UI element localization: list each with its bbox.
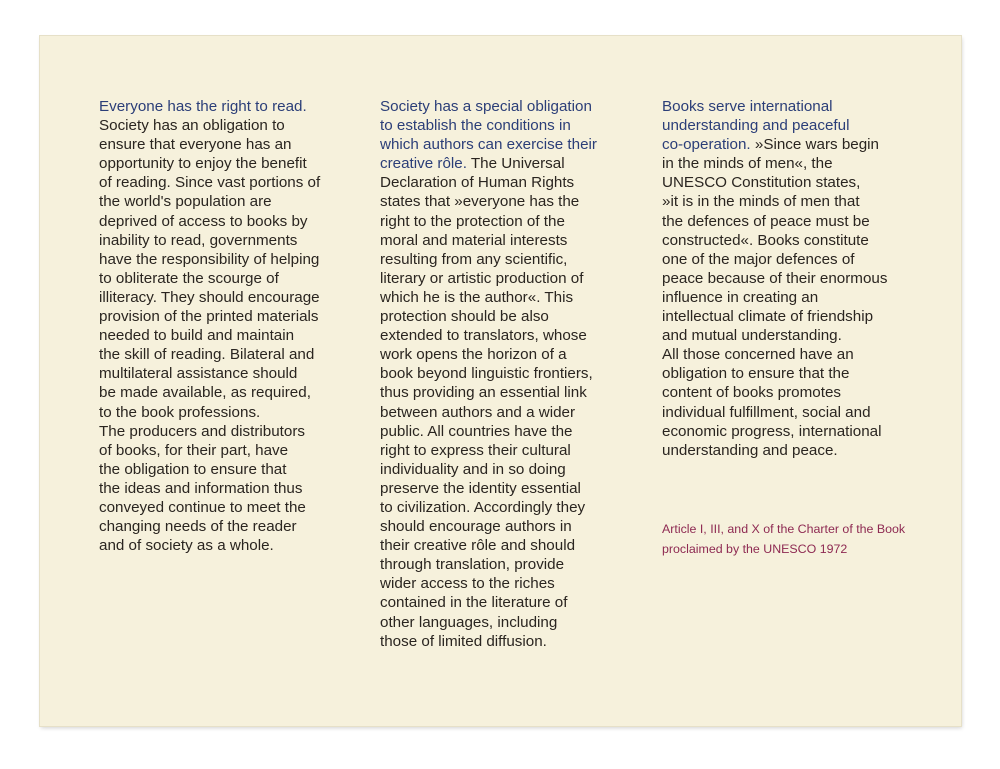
article-1-column xyxy=(99,97,361,555)
article-3-column xyxy=(380,97,642,651)
article-10-column xyxy=(662,97,924,460)
article-3-body: The Universal Declaration of Human Rights states that »everyone has the right to the protection of the moral and material interests resulting from any scientific, literary or artistic production of which he is the author«. This protection should be also extended to translators, whose work opens the horizon of a book beyond linguistic frontiers, thus providing an essential link between authors and a wider public. All countries have the right to express their cultural individuality and in so doing preserve the identity essential to civilization. Accordingly they should encourage authors in their creative rôle and should through translation, provide wider access to the riches contained in the literature of other languages, including those of limited diffusion. xyxy=(380,155,593,650)
article-3-heading: Society has a special obligation to establish the conditions in which authors can exercise their creative rôle. xyxy=(380,98,597,173)
article-1-body: Society has an obligation to ensure that everyone has an opportunity to enjoy the benefit of reading. Since vast portions of the world's population are deprived of access to books by inability to read, governments have the responsibility of helping to obliterate the scourge of illiteracy. They should encourage provision of the printed materials needed to build and maintain the skill of reading. Bilateral and multilateral assistance should be made available, as required, to the book professions. The producers and distributors of books, for their part, have the obligation to ensure that the ideas and information thus conveyed continue to meet the changing needs of the reader and of society as a whole. xyxy=(99,117,321,555)
article-1-heading: Everyone has the right to read. xyxy=(99,98,307,115)
attribution-note: Article I, III, and X of the Charter of the Book proclaimed by the UNESCO 1972 xyxy=(662,522,906,556)
article-10-body: »Since wars begin in the minds of men«, the UNESCO Constitution states, »it is in the minds of men that the defences of peace must be constructed«. Books constitute one of the major defences of peace because of their enormous influence in creating an intellectual climate of friendship and mutual understanding. All those concerned have an obligation to ensure that the content of books promotes individual fulfillment, social and economic progress, international understanding and peace. xyxy=(662,136,888,459)
charter-card xyxy=(40,36,961,726)
article-10-heading: Books serve international understanding and peaceful co-operation. xyxy=(662,98,850,154)
